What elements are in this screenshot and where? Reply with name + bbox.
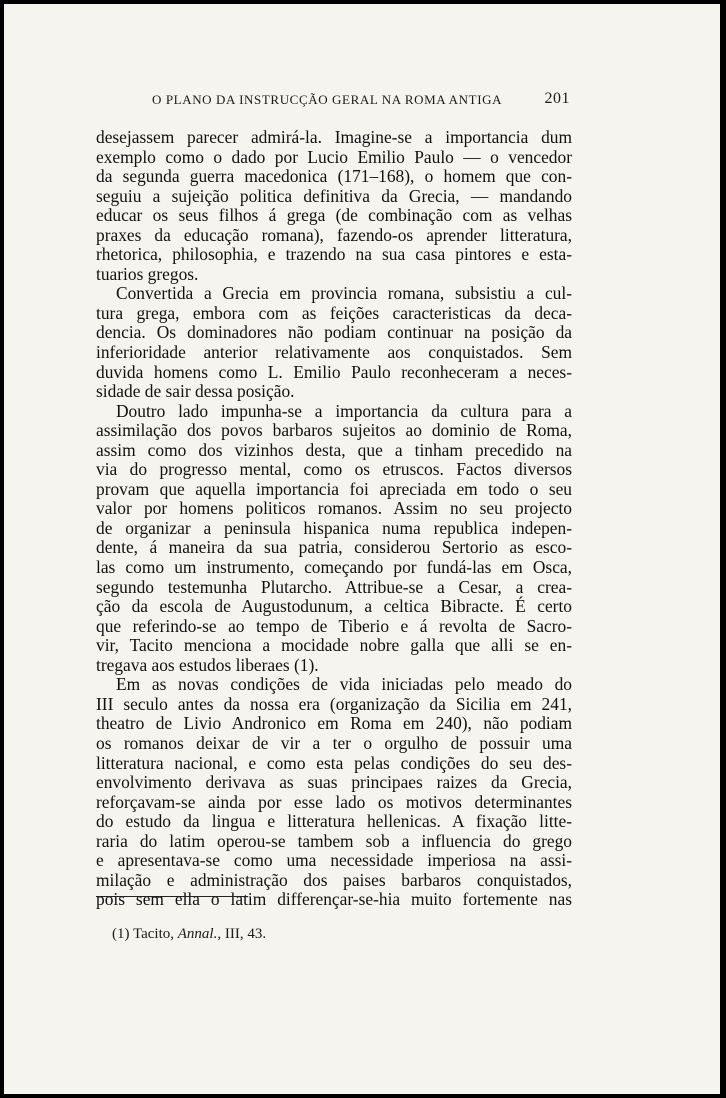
text-line: valor por homens politicos romanos. Assim no seu projecto xyxy=(96,498,572,519)
text-line: da segunda guerra macedonica (171–168), o homem que con- xyxy=(96,166,572,187)
text-line: sidade de sair dessa posição. xyxy=(96,381,295,402)
footnote xyxy=(112,926,266,943)
text-line: inferioridade anterior relativamente aos conquistados. Sem xyxy=(96,342,572,363)
text-line: envolvimento derivava as suas principaes raizes da Grecia, xyxy=(96,772,572,793)
footnote-author: Tacito, xyxy=(132,926,174,942)
text-line: exemplo como o dado por Lucio Emilio Paulo — o vencedor xyxy=(96,146,572,167)
text-line: tregava aos estudos liberaes (1). xyxy=(96,654,319,675)
text-line: litteratura nacional, e como esta pelas condições do seu des- xyxy=(96,752,572,773)
paragraph-3 xyxy=(96,402,572,676)
body-text xyxy=(96,128,572,910)
text-line: segundo testemunha Plutarcho. Attribue-se a Cesar, a crea- xyxy=(96,576,572,597)
text-line: tura grega, embora com as feições caracteristicas da deca- xyxy=(96,302,572,323)
text-line: duvida homens como L. Emilio Paulo reconheceram a neces- xyxy=(96,361,572,382)
footnote-marker: (1) xyxy=(112,926,130,942)
book-page xyxy=(4,4,720,1094)
text-line: raria do latim operou-se tambem sob a influencia do grego xyxy=(96,830,572,851)
running-title: O PLANO DA INSTRUCÇÃO GERAL NA ROMA ANTIGA xyxy=(152,92,503,107)
running-head xyxy=(100,90,572,114)
text-line: os romanos deixar de vir a ter o orgulho de possuir uma xyxy=(96,732,572,753)
text-line: educar os seus filhos á grega (de combinação com as velhas xyxy=(96,205,572,226)
text-line: pois sem ella o latim differençar-se-hia muito fortemente nas xyxy=(96,889,572,910)
paragraph-1 xyxy=(96,128,572,284)
text-line: theatro de Livio Andronico em Roma em 240), não podiam xyxy=(96,713,572,734)
text-line: dencia. Os dominadores não podiam continuar na posição da xyxy=(96,322,572,343)
text-line: tuarios gregos. xyxy=(96,263,199,284)
footnote-divider xyxy=(96,896,248,897)
text-line: rhetorica, philosophia, e trazendo na sua casa pintores e esta- xyxy=(96,244,572,265)
footnote-work-title: Annal., xyxy=(177,926,222,942)
text-line: de organizar a peninsula hispanica numa republica indepen- xyxy=(96,517,572,538)
text-line: milação e administração dos paises barbaros conquistados, xyxy=(96,869,572,890)
text-line: dente, á maneira da sua patria, considerou Sertorio as esco- xyxy=(96,537,572,558)
text-line: do estudo da lingua e litteratura hellenicas. A fixação litte- xyxy=(96,811,572,832)
text-line: Em as novas condições de vida iniciadas pelo meado do xyxy=(116,674,572,695)
text-line: III seculo antes da nossa era (organização da Sicilia em 241, xyxy=(96,693,572,714)
footnote-reference: III, 43. xyxy=(224,926,267,942)
text-line: Doutro lado impunha-se a importancia da cultura para a xyxy=(116,400,572,421)
text-line: ção da escola de Augustodunum, a celtica Bibracte. É certo xyxy=(96,596,572,617)
paragraph-2 xyxy=(96,284,572,401)
paragraph-4 xyxy=(96,675,572,910)
text-line: reforçavam-se ainda por esse lado os motivos determinantes xyxy=(96,791,572,812)
text-line: provam que aquella importancia foi apreciada em todo o seu xyxy=(96,478,572,499)
text-line: assim como dos vizinhos desta, que a tinham precedido na xyxy=(96,439,572,460)
text-line: vir, Tacito menciona a mocidade nobre galla que alli se en- xyxy=(96,635,572,656)
text-line: que referindo-se ao tempo de Tiberio e á revolta de Sacro- xyxy=(96,615,572,636)
text-line: seguiu a sujeição politica definitiva da Grecia, — mandando xyxy=(96,185,572,206)
text-line: desejassem parecer admirá-la. Imagine-se a importancia dum xyxy=(96,127,572,147)
text-line: praxes da educação romana), fazendo-os aprender litteratura, xyxy=(96,224,572,245)
text-line: las como um instrumento, começando por fundá-las em Osca, xyxy=(96,557,572,578)
text-line: e apresentava-se como uma necessidade imperiosa na assi- xyxy=(96,850,572,871)
text-line: assimilação dos povos barbaros sujeitos ao dominio de Roma, xyxy=(96,420,572,441)
text-line: Convertida a Grecia em provincia romana, subsistiu a cul- xyxy=(116,283,572,304)
text-line: via do progresso mental, como os etruscos. Factos diversos xyxy=(96,459,572,480)
page-number: 201 xyxy=(544,90,570,107)
